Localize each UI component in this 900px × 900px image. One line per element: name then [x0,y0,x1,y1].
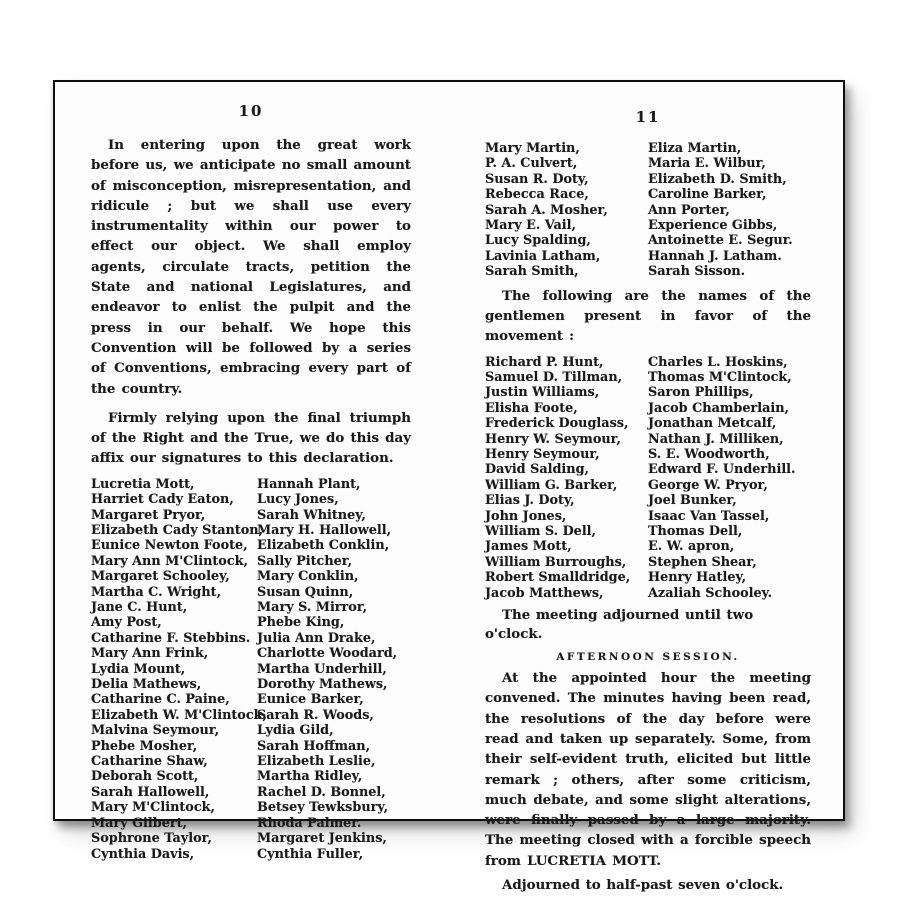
signature-name: Saron Phillips, [648,385,754,401]
signature-row [91,816,411,831]
signature-name: Robert Smalldridge, [485,570,631,586]
signature-name: Henry W. Seymour, [485,431,621,447]
signature-row [485,416,811,431]
signature-name: Eliza Martin, [648,141,742,156]
signature-name: John Jones, [485,508,567,524]
signature-name: Jane C. Hunt, [91,600,188,615]
signature-row [485,462,811,477]
signature-row [485,539,811,554]
signature-row [485,447,811,462]
signature-row [485,218,811,233]
signature-name: Martha C. Wright, [91,584,222,600]
signature-name: Hannah J. Latham. [648,248,782,264]
signature-row [91,677,411,692]
signature-name: Susan R. Doty, [485,171,589,187]
signature-name: Harriet Cady Eaton, [91,492,234,508]
signature-name: Mary Ann Frink, [91,646,209,662]
signature-row [485,141,811,156]
signature-row [91,585,411,600]
signature-name: Rachel D. Bonnel, [257,784,386,800]
signature-name: Jonathan Metcalf, [648,416,777,432]
signature-name: Julia Ann Drake, [257,630,376,646]
signature-name: Experience Gibbs, [648,218,778,234]
signature-row [485,203,811,218]
signature-name: Caroline Barker, [648,187,767,203]
signature-row [91,785,411,800]
signature-name: Frederick Douglass, [485,416,629,432]
signature-name: Mary M'Clintock, [91,800,215,816]
signature-name: Catharine C. Paine, [91,692,230,708]
signature-row [485,586,811,601]
signature-name: Henry Hatley, [648,570,747,586]
signature-row [485,172,811,187]
signature-row [91,831,411,846]
signature-name: Betsey Tewksbury, [257,800,389,816]
signature-name: Lydia Mount, [91,661,186,677]
signature-row [485,156,811,171]
signature-name: Cynthia Fuller, [257,846,364,862]
signature-name: Amy Post, [91,615,162,631]
signature-row [485,401,811,416]
paragraph-great-work: In entering upon the great work before us, we anticipate no small amount of misconception, misrepresentation, and ridicule ; but we shall use every instrumentality within our power to effect our object. We shall employ agents, circulate tracts, petition the State and national Legislatures, and endeavor to enlist the pulpit and the press in our behalf. We hope this Convention will be followed by a series of Conventions, embracing every part of the country. [91,137,411,397]
signature-name: Sarah Hallowell, [91,784,210,800]
afternoon-session-heading: AFTERNOON SESSION. [556,651,740,664]
signature-name: Phebe King, [257,615,345,631]
signature-name: Nathan J. Milliken, [648,431,784,447]
signature-name: Mary Conklin, [257,569,359,585]
signature-name: William Burroughs, [485,554,627,570]
signature-name: P. A. Culvert, [485,156,578,172]
book-spread-scan [53,80,845,894]
signature-name: Azaliah Schooley. [648,585,773,601]
signature-name: Lucy Spalding, [485,233,591,249]
signature-name: Catharine F. Stebbins. [91,630,251,646]
signature-name: Elizabeth D. Smith, [648,171,787,187]
signature-name: Mary S. Mirror, [257,600,368,615]
signature-name: Mary E. Vail, [485,218,576,234]
signature-name: Hannah Plant, [257,476,361,492]
signature-name: S. E. Woodworth, [648,446,770,462]
adjourned-seven-oclock-line: Adjourned to half-past seven o'clock. [502,877,784,894]
signature-name: Elisha Foote, [485,400,578,416]
signature-name: Sally Pitcher, [257,553,353,569]
signature-name: Elias J. Doty, [485,493,575,509]
signature-name: Samuel D. Tillman, [485,369,623,385]
signature-name: Malvina Seymour, [91,723,220,739]
signature-name: Thomas Dell, [648,524,743,540]
signature-name: Dorothy Mathews, [257,677,388,693]
page-number-left: 10 [238,102,264,120]
signature-name: Mary H. Hallowell, [257,522,392,538]
signature-row [485,385,811,400]
signature-row [91,662,411,677]
signature-list-gentlemen [485,355,811,602]
signature-name: Sarah A. Mosher, [485,202,608,218]
signature-name: Catharine Shaw, [91,754,208,770]
signature-row [91,847,411,862]
signature-row [91,692,411,707]
signature-name: Sarah R. Woods, [257,707,374,723]
signature-name: Stephen Shear, [648,554,757,570]
paragraph-afternoon-session: At the appointed hour the meeting convened. The minutes having been read, the resolutions of the day before were read and taken up separately. Some, from their self-evident truth, elicited but little remark ; others, after some criticism, much debate, and some slight alterations, were finally passed by a large majority. The meeting closed with a forcible speech from LUCRETIA MOTT. [485,670,811,869]
signature-row [485,187,811,202]
signature-name: Lucy Jones, [257,492,339,508]
signature-name: Deborah Scott, [91,769,199,785]
signature-row [485,249,811,264]
signature-name: Maria E. Wilbur, [648,156,766,172]
signature-row [485,355,811,370]
signature-name: Elizabeth Leslie, [257,754,376,770]
signature-name: Antoinette E. Segur. [648,233,793,249]
signature-row [91,523,411,538]
signature-name: Martha Ridley, [257,769,363,785]
signature-row [91,739,411,754]
signature-name: Charles L. Hoskins, [648,354,788,370]
signature-name: Sarah Smith, [485,264,579,280]
signature-name: George W. Pryor, [648,477,768,493]
signature-name: Henry Seymour, [485,446,600,462]
signature-name: Rhoda Palmer. [257,815,362,831]
signature-name: Eunice Barker, [257,692,364,708]
signature-row [485,264,811,279]
signature-name: Eunice Newton Foote, [91,538,248,554]
signature-name: Sarah Whitney, [257,507,366,523]
signature-name: Sarah Sisson. [648,264,746,280]
signature-name: Lavinia Latham, [485,248,601,264]
signature-name: Edward F. Underhill. [648,462,796,478]
signature-name: Thomas M'Clintock, [648,369,792,385]
signature-name: Sophrone Taylor, [91,831,212,847]
signature-name: Margaret Schooley, [91,569,230,585]
signature-name: Ann Porter, [648,202,730,218]
page-11 [485,108,811,895]
signature-name: William S. Dell, [485,524,596,540]
signature-name: Phebe Mosher, [91,738,198,754]
page-number-right: 11 [635,108,661,126]
signature-name: Joel Bunker, [648,493,737,509]
signature-name: Margaret Jenkins, [257,831,387,847]
signature-name: Cynthia Davis, [91,846,195,862]
signature-row [91,723,411,738]
signature-row [485,570,811,585]
signature-row [91,600,411,615]
signature-name: Lucretia Mott, [91,476,195,492]
signature-row [485,509,811,524]
signature-name: James Mott, [485,539,572,555]
signature-name: Mary Gilbert, [91,815,187,831]
adjourned-two-oclock-line: The meeting adjourned until two o'clock. [485,607,754,643]
signature-name: William G. Barker, [485,477,618,493]
signature-row [91,800,411,815]
signature-name: Isaac Van Tassel, [648,508,770,524]
signature-name: Susan Quinn, [257,584,354,600]
signature-row [91,615,411,630]
page-10 [91,102,411,862]
signature-row [485,370,811,385]
signature-name: Sarah Hoffman, [257,738,371,754]
signature-name: Charlotte Woodard, [257,646,398,662]
signature-name: Jacob Matthews, [485,585,604,601]
signature-name: Lydia Gild, [257,723,334,739]
signature-row [91,508,411,523]
signature-row [91,477,411,492]
paragraph-gentlemen-intro: The following are the names of the gentlemen present in favor of the movement : [485,287,811,345]
signature-name: Elizabeth W. M'Clintock, [91,707,267,723]
signature-list-women-right [485,141,811,280]
signature-row [485,524,811,539]
paragraph-affix-signatures: Firmly relying upon the final triumph of the Right and the True, we do this day affix our signatures to this declaration. [91,409,411,467]
signature-name: David Salding, [485,462,589,478]
signature-row [485,555,811,570]
signature-name: E. W. apron, [648,539,735,555]
signature-name: Delia Mathews, [91,677,202,693]
signature-row [91,646,411,661]
signature-row [91,492,411,507]
signature-name: Elizabeth Cady Stanton, [91,522,264,538]
signature-name: Mary Ann M'Clintock, [91,553,248,569]
signature-row [485,432,811,447]
signature-list-women-left [91,477,411,862]
signature-row [91,538,411,553]
signature-row [91,569,411,584]
signature-row [91,754,411,769]
signature-name: Justin Williams, [485,385,600,401]
signature-name: Elizabeth Conklin, [257,538,390,554]
signature-row [485,233,811,248]
signature-row [91,631,411,646]
signature-row [485,478,811,493]
signature-row [91,554,411,569]
signature-name: Mary Martin, [485,141,580,156]
signature-name: Jacob Chamberlain, [648,400,790,416]
signature-name: Margaret Pryor, [91,507,206,523]
signature-row [91,769,411,784]
signature-row [485,493,811,508]
signature-name: Martha Underhill, [257,661,387,677]
signature-name: Rebecca Race, [485,187,589,203]
signature-row [91,708,411,723]
signature-name: Richard P. Hunt, [485,354,604,370]
